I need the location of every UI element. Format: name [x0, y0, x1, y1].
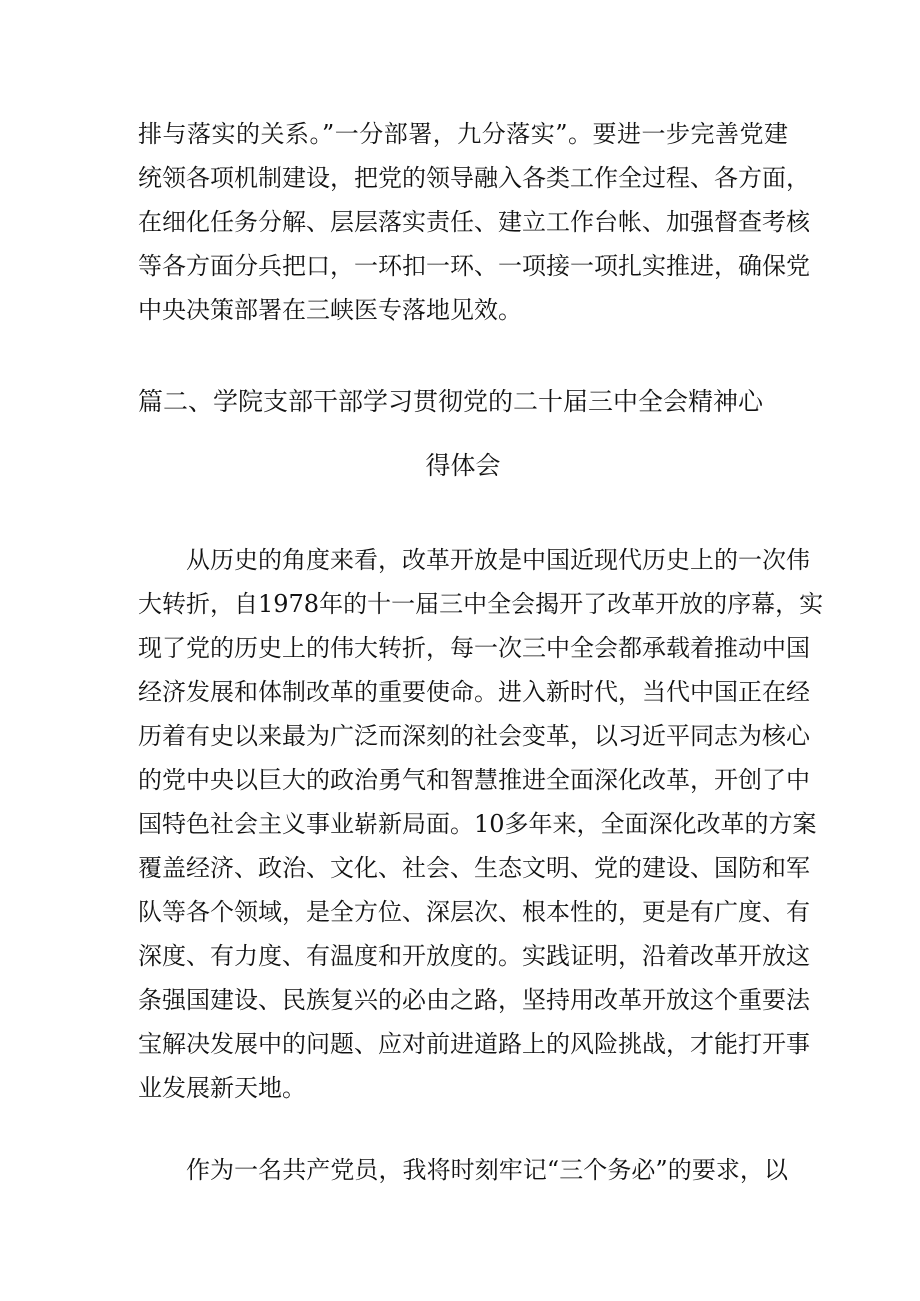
text-line: 统领各项机制建设，把党的领导融入各类工作全过程、各方面， [138, 164, 810, 192]
text-line: 的党中央以巨大的政治勇气和智慧推进全面深化改革，开创了中 [138, 766, 810, 794]
text-line: 等各方面分兵把口，一环扣一环、一项接一项扎实推进，确保党 [138, 252, 810, 280]
text-line: 现了党的历史上的伟大转折，每一次三中全会都承载着推动中国 [138, 634, 810, 662]
paragraph-2 [138, 538, 824, 1110]
text-line: 在细化任务分解、层层落实责任、建立工作台帐、加强督查考核 [138, 208, 810, 236]
text-line: 作为一名共产党员，我将时刻牢记“三个务必”的要求，以 [186, 1156, 788, 1184]
text-line: 从历史的角度来看，改革开放是中国近现代历史上的一次伟 [186, 546, 810, 574]
text-line: 队等各个领域，是全方位、深层次、根本性的，更是有广度、有 [138, 898, 810, 926]
text-line: 国特色社会主义事业崭新局面。10多年来，全面深化改革的方案 [138, 810, 817, 838]
heading-line-2: 得体会 [425, 451, 501, 480]
text-line: 深度、有力度、有温度和开放度的。实践证明，沿着改革开放这 [138, 942, 810, 970]
text-line: 条强国建设、民族复兴的必由之路，坚持用改革开放这个重要法 [138, 986, 810, 1014]
text-line: 大转折，自1978年的十一届三中全会揭开了改革开放的序幕，实 [138, 590, 824, 618]
paragraph-1 [138, 112, 810, 332]
paragraph-3 [138, 1148, 788, 1192]
text-line: 排与落实的关系。”一分部署，九分落实”。要进一步完善党建 [138, 120, 788, 148]
text-line: 中央决策部署在三峡医专落地见效。 [138, 296, 522, 324]
text-line: 历着有史以来最为广泛而深刻的社会变革，以习近平同志为核心 [138, 722, 810, 750]
text-line: 业发展新天地。 [138, 1074, 306, 1102]
heading-line-1: 篇二、学院支部干部学习贯彻党的二十届三中全会精神心 [138, 387, 764, 416]
text-line: 覆盖经济、政治、文化、社会、生态文明、党的建设、国防和军 [138, 854, 810, 882]
text-line: 经济发展和体制改革的重要使命。进入新时代，当代中国正在经 [138, 678, 810, 706]
text-line: 宝解决发展中的问题、应对前进道路上的风险挑战，才能打开事 [138, 1030, 810, 1058]
section-heading [138, 380, 788, 488]
